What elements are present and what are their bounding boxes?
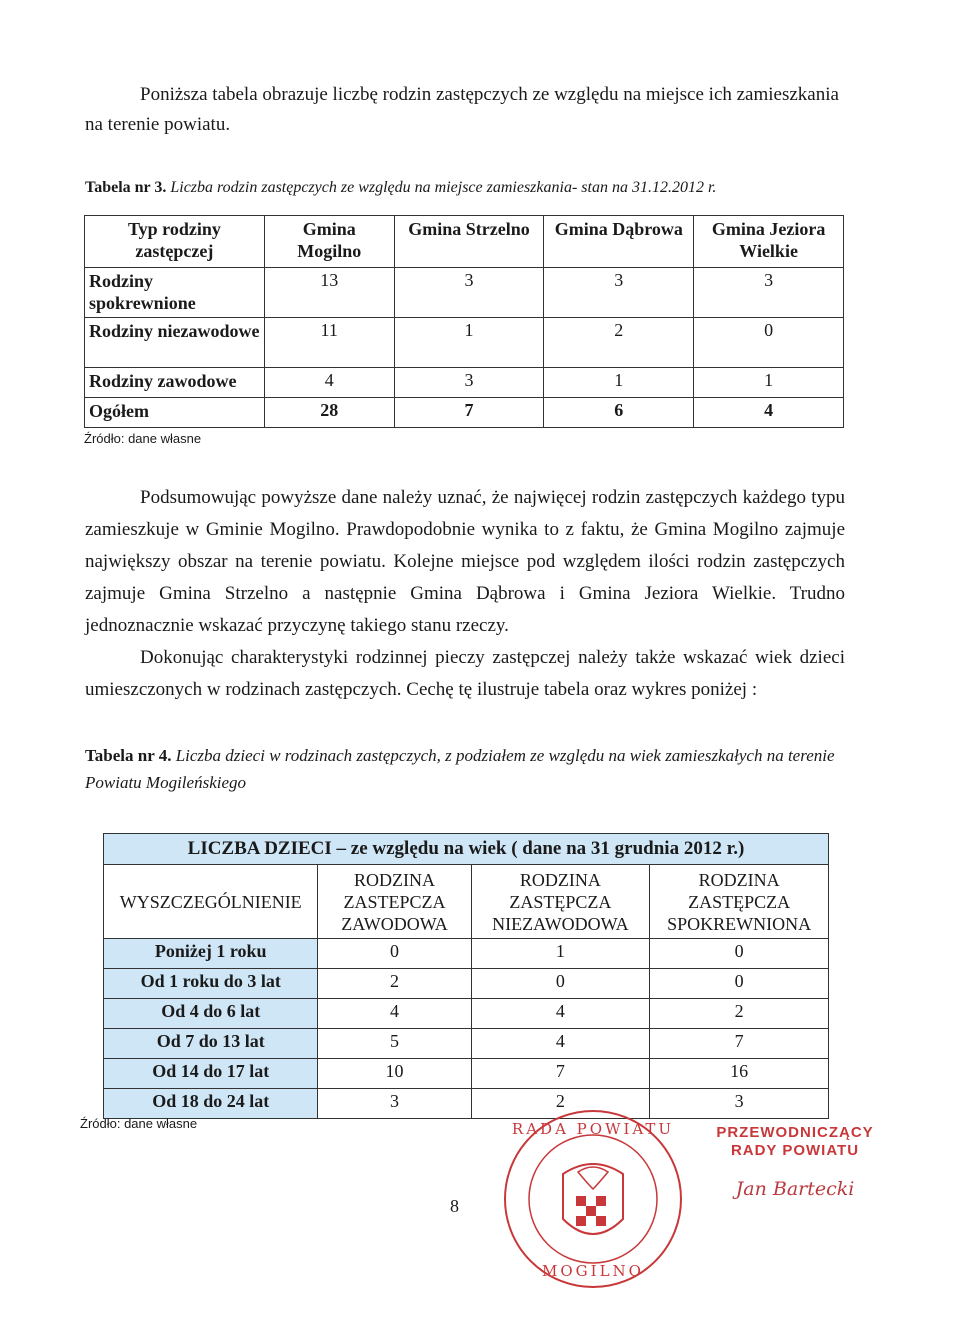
row-label: Rodziny zawodowe: [85, 368, 265, 398]
intro-paragraph: Poniższa tabela obrazuje liczbę rodzin zastępczych ze względu na miejsce ich zamieszkania na terenie powiatu.: [85, 84, 839, 135]
cell: 3: [394, 268, 544, 318]
cell: 28: [264, 398, 394, 428]
table3-caption: [85, 178, 875, 197]
cell: 0: [318, 939, 471, 969]
cell: 4: [318, 999, 471, 1029]
table-row: [104, 1059, 829, 1089]
table3-header: Gmina Mogilno: [264, 216, 394, 268]
paragraph-2: Dokonując charakterystyki rodzinnej pieczy zastępczej należy także wskazać wiek dzieci umieszczonych w rodzinach zastępczych. Cechę tę ilustruje tabela oraz wykres poniżej :: [85, 647, 845, 700]
table4-source: Źródło: dane własne: [80, 1116, 198, 1131]
table4-caption-text: Liczba dzieci w rodzinach zastępczych, z podziałem ze względu na wiek zamieszkałych na terenie Powiatu Mogileńskiego: [85, 746, 835, 792]
table3-header: Gmina Dąbrowa: [544, 216, 694, 268]
page-number: 8: [450, 1196, 459, 1216]
table3-caption-label: Tabela nr 3.: [85, 179, 167, 196]
table-row: [85, 398, 844, 428]
row-label: Od 1 roku do 3 lat: [104, 969, 318, 999]
table3-source: Źródło: dane własne: [84, 431, 202, 446]
table-row: [104, 1029, 829, 1059]
cell: 4: [471, 999, 650, 1029]
svg-text:MOGILNO: MOGILNO: [542, 1262, 644, 1280]
row-label: Rodziny spokrewnione: [85, 268, 265, 318]
cell: 1: [394, 318, 544, 368]
cell: 0: [650, 939, 829, 969]
svg-text:RADA POWIATU: RADA POWIATU: [511, 1120, 675, 1138]
row-label: Od 18 do 24 lat: [104, 1089, 318, 1119]
signature-title: RADY POWIATU: [730, 1142, 860, 1159]
cell: 4: [694, 398, 844, 428]
cell: 3: [394, 368, 544, 398]
table-row: [104, 999, 829, 1029]
cell: 1: [694, 368, 844, 398]
paragraph-1: Podsumowując powyższe dane należy uznać, że najwięcej rodzin zastępczych każdego typu zamieszkuje w Gminie Mogilno. Prawdopodobnie wynika to z faktu, że Gmina Mogilno zajmuje największy obszar na terenie powiatu. Kolejne miejsce pod względem ilości rodzin zastępczych zajmuje Gmina Strzelno a następnie Gmina Dąbrowa i Gmina Jeziora Wielkie. Trudno jednoznacznie wskazać przyczynę takiego stanu rzeczy.: [85, 487, 845, 636]
table-row: [104, 969, 829, 999]
cell: 4: [471, 1029, 650, 1059]
row-label: Od 4 do 6 lat: [104, 999, 318, 1029]
table3-header: Gmina Strzelno: [394, 216, 544, 268]
table-row: [85, 268, 844, 318]
cell: 0: [694, 318, 844, 368]
cell: 2: [544, 318, 694, 368]
cell: 2: [650, 999, 829, 1029]
cell: 6: [544, 398, 694, 428]
row-label: Ogółem: [85, 398, 265, 428]
table4-header: WYSZCZEGÓLNIENIE: [104, 865, 318, 939]
table-row: [104, 1089, 829, 1119]
cell: 7: [394, 398, 544, 428]
cell: 7: [650, 1029, 829, 1059]
cell: 7: [471, 1059, 650, 1089]
cell: 16: [650, 1059, 829, 1089]
table-row: [85, 368, 844, 398]
table4-header: RODZINA ZASTĘPCZA NIEZAWODOWA: [471, 865, 650, 939]
row-label: Od 14 do 17 lat: [104, 1059, 318, 1089]
cell: 0: [471, 969, 650, 999]
signature-name: Jan Bartecki: [735, 1178, 855, 1200]
table4-header: RODZINA ZASTĘPCZA SPOKREWNIONA: [650, 865, 829, 939]
cell: 10: [318, 1059, 471, 1089]
table-row: [85, 318, 844, 368]
table4-header: RODZINA ZASTEPCZA ZAWODOWA: [318, 865, 471, 939]
summary-paragraphs: [85, 482, 845, 706]
table-row: [104, 939, 829, 969]
row-label: Poniżej 1 roku: [104, 939, 318, 969]
cell: 4: [264, 368, 394, 398]
cell: 3: [694, 268, 844, 318]
table4-caption: [85, 742, 855, 796]
row-label: Rodziny niezawodowe: [85, 318, 265, 368]
signature-title: PRZEWODNICZĄCY: [716, 1124, 874, 1141]
cell: 1: [544, 368, 694, 398]
children-age-table: [103, 833, 829, 1119]
cell: 3: [318, 1089, 471, 1119]
table4-caption-label: Tabela nr 4.: [85, 746, 172, 765]
cell: 13: [264, 268, 394, 318]
official-stamp-icon: [498, 1104, 688, 1294]
table3-caption-text: Liczba rodzin zastępczych ze względu na miejsce zamieszkania- stan na 31.12.2012 r.: [170, 179, 717, 196]
table3-header: Typ rodziny zastępczej: [85, 216, 265, 268]
cell: 0: [650, 969, 829, 999]
row-label: Od 7 do 13 lat: [104, 1029, 318, 1059]
cell: 2: [471, 1089, 650, 1119]
cell: 5: [318, 1029, 471, 1059]
family-type-table: [84, 215, 844, 428]
cell: 2: [318, 969, 471, 999]
signature-block: [690, 1124, 900, 1200]
cell: 3: [544, 268, 694, 318]
table3-header: Gmina Jeziora Wielkie: [694, 216, 844, 268]
cell: 3: [650, 1089, 829, 1119]
table4-title: LICZBA DZIECI – ze względu na wiek ( dane na 31 grudnia 2012 r.): [104, 834, 829, 865]
cell: 1: [471, 939, 650, 969]
cell: 11: [264, 318, 394, 368]
